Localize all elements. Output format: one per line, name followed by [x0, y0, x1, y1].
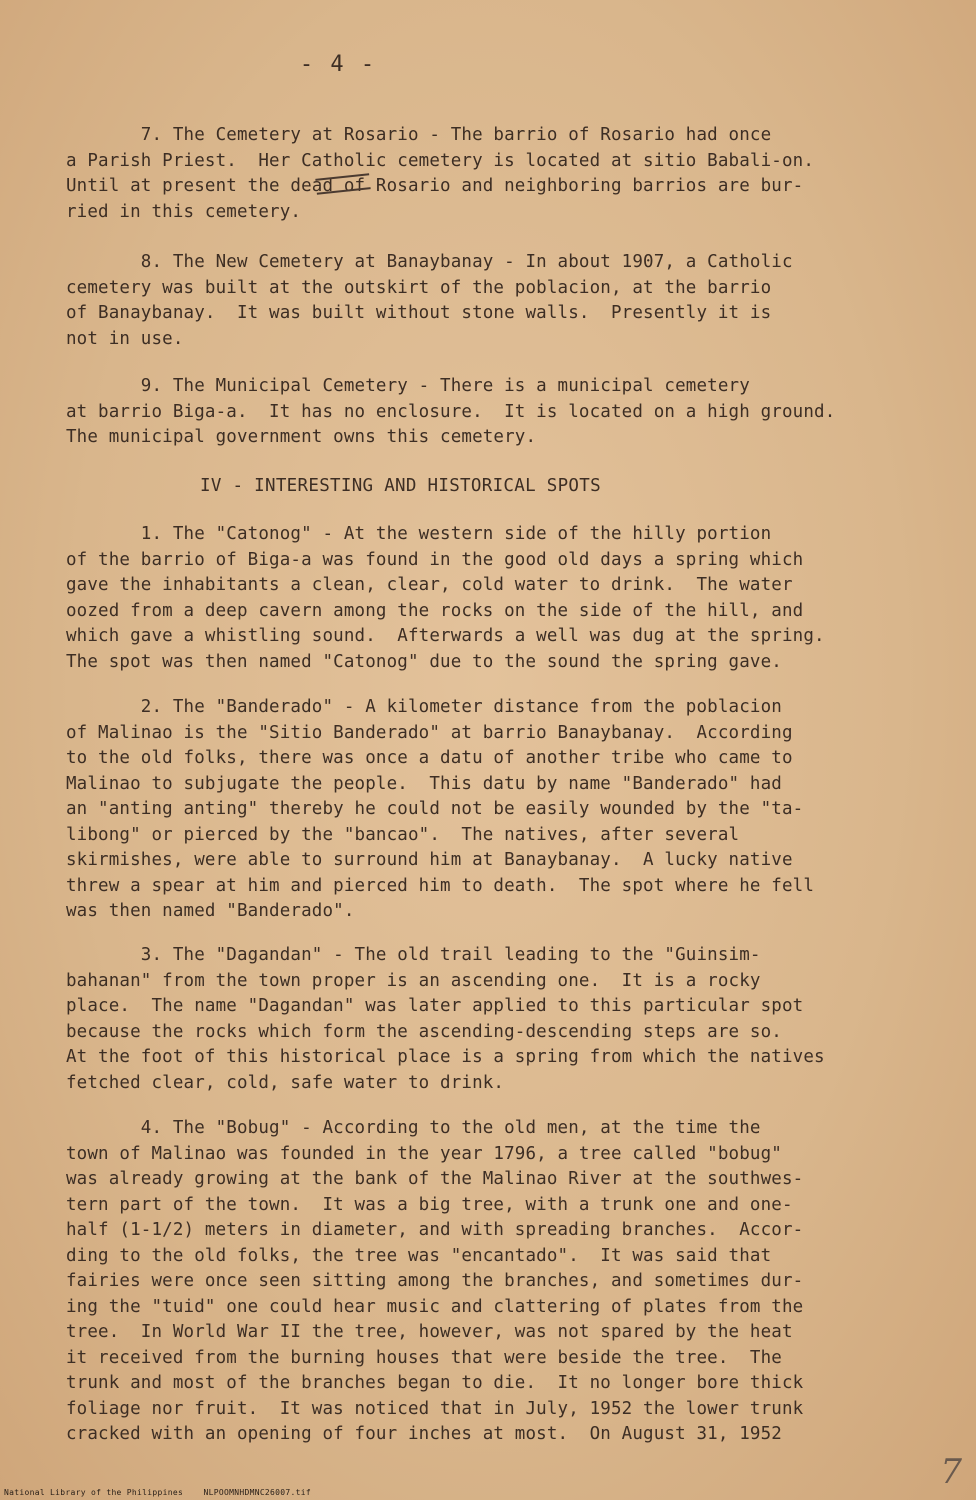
section-heading: IV - INTERESTING AND HISTORICAL SPOTS [200, 476, 601, 496]
page-number: - 4 - [299, 52, 377, 77]
paragraph-dagandan: 3. The "Dagandan" - The old trail leading to the "Guinsim- bahanan" from the town proper is an ascending one. It is a rocky place. The name "Dagandan" was later applied to this particular spot because the rocks which form the ascending-descending steps are so. At the foot of this historical place is a spring from which the natives fetched clear, cold, safe water to drink. [66, 945, 825, 1093]
paragraph-bobug: 4. The "Bobug" - According to the old men, at the time the town of Malinao was founded in the year 1796, a tree called "bobug" was already growing at the bank of the Malinao River at the southwes- tern part of the town. It was a big tree, with a trunk one and one- half (1-1/2) meters in diameter, and with spreading branches. Accor- ding to the old folks, the tree was "encantado". It was said that fairies were once seen sitting among the branches, and sometimes dur- ing the "tuid" one could hear music and clattering of plates from the tree. In World War II the tree, however, was not spared by the heat it received from the burning houses that were beside the tree. The trunk and most of the branches began to die. It no longer bore thick foliage nor fruit. It was noticed that in July, 1952 the lower trunk cracked with an opening of four inches at most. On August 31, 1952 [66, 1118, 804, 1444]
paragraph-cemetery-rosario: 7. The Cemetery at Rosario - The barrio of Rosario had once a Parish Priest. Her Catholic cemetery is located at sitio Babali-on. Until at present the dead of Rosario and neighboring barrios are bur- ried in this cemetery. [66, 125, 815, 222]
paragraph-municipal-cemetery: 9. The Municipal Cemetery - There is a municipal cemetery at barrio Biga-a. It has no enclosure. It is located on a high ground. The municipal government owns this cemetery. [66, 376, 836, 447]
handwritten-page-mark: 7 [940, 1452, 962, 1492]
archive-footer: National Library of the Philippines NLPOOMNHDMNC26007.tif [4, 1488, 311, 1497]
paragraph-banderado: 2. The "Banderado" - A kilometer distance from the poblacion of Malinao is the "Sitio Banderado" at barrio Banaybanay. According to the old folks, there was once a datu of another tribe who came to Malinao to subjugate the people. This datu by name "Banderado" had an "anting anting" thereby he could not be easily wounded by the "ta- libong" or pierced by the "bancao". The natives, after several skirmishes, were able to surround him at Banaybanay. A lucky native threw a spear at him and pierced him to death. The spot where he fell was then named "Banderado". [66, 697, 815, 921]
paragraph-catonog: 1. The "Catonog" - At the western side of the hilly portion of the barrio of Biga-a was found in the good old days a spring which gave the inhabitants a clean, clear, cold water to drink. The water oozed from a deep cavern among the rocks on the side of the hill, and which gave a whistling sound. Afterwards a well was dug at the spring. The spot was then named "Catonog" due to the sound the spring gave. [66, 524, 825, 672]
paragraph-cemetery-banaybanay: 8. The New Cemetery at Banaybanay - In about 1907, a Catholic cemetery was built at the outskirt of the poblacion, at the barrio of Banaybanay. It was built without stone walls. Presently it is not in use. [66, 252, 793, 349]
